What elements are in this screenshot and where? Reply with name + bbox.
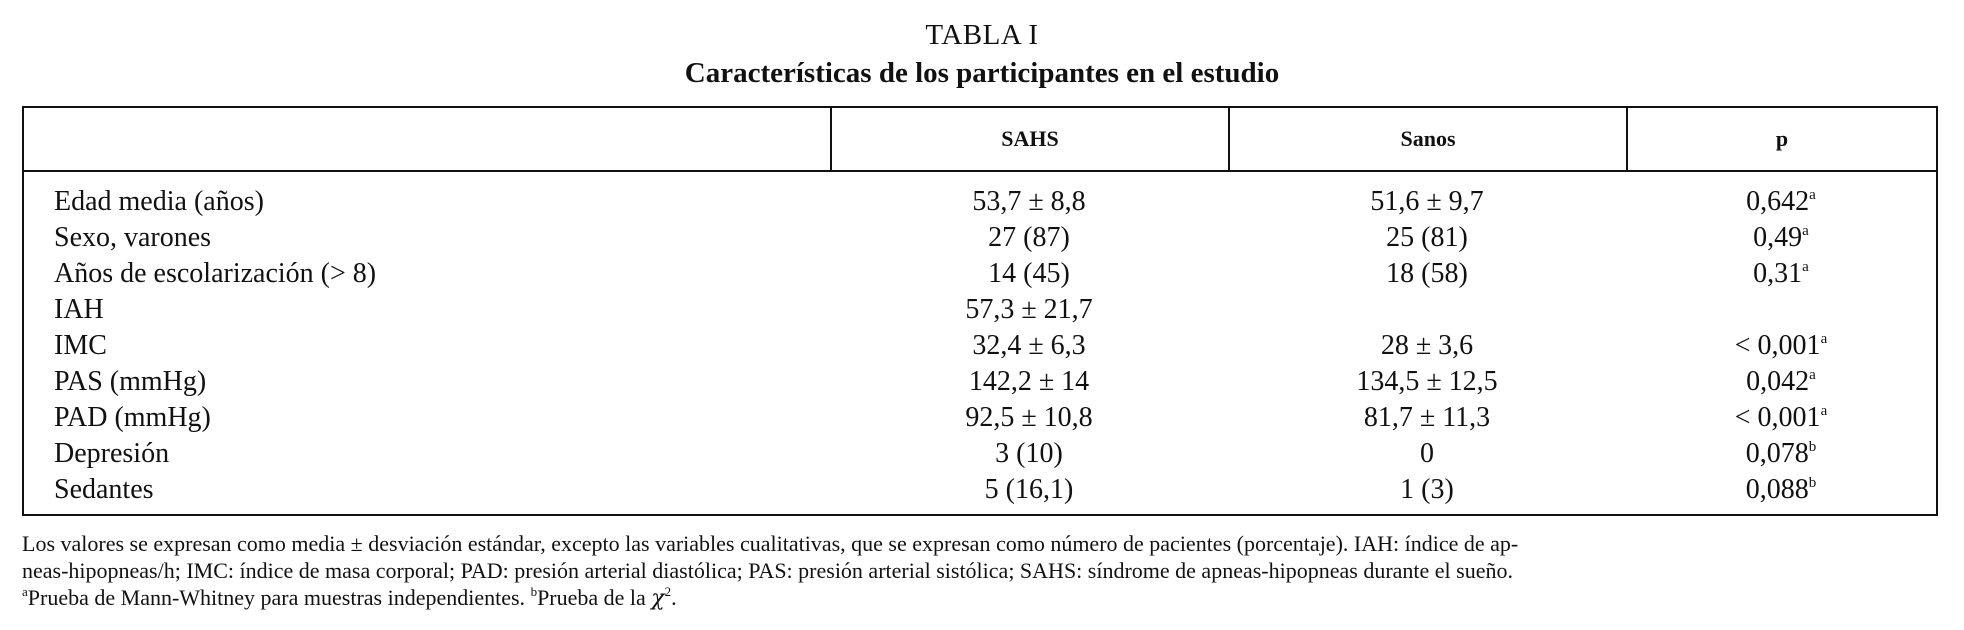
p-value: 0,642	[1746, 186, 1810, 217]
cell-sanos: 25 (81)	[1386, 222, 1468, 253]
p-note-marker: a	[1809, 367, 1816, 383]
cell-sanos: 0	[1420, 438, 1434, 469]
note-a-marker: a	[22, 584, 28, 599]
cell-sanos: 134,5 ± 12,5	[1356, 366, 1498, 397]
table-row	[24, 400, 1936, 436]
cell-sahs: 32,4 ± 6,3	[972, 330, 1086, 361]
row-label: Edad media (años)	[54, 186, 264, 217]
p-note-marker: a	[1802, 259, 1809, 275]
row-label: Sexo, varones	[54, 222, 212, 253]
cell-p-value	[1626, 400, 1936, 436]
cell-sahs: 5 (16,1)	[984, 474, 1074, 505]
header-sahs: SAHS	[830, 108, 1228, 170]
row-label: Años de escolarización (> 8)	[54, 258, 377, 289]
p-note-marker: a	[1802, 223, 1809, 239]
table-row	[24, 472, 1936, 508]
header-p: p	[1626, 108, 1936, 170]
cell-sahs: 27 (87)	[988, 222, 1070, 253]
header-blank	[24, 108, 830, 170]
footnote-line-3	[22, 584, 1938, 612]
note-a-text: Prueba de Mann-Whitney para muestras independientes.	[27, 585, 531, 610]
p-note-marker: a	[1809, 187, 1816, 203]
table-body	[24, 184, 1936, 508]
chi-square-exponent: 2	[664, 584, 672, 599]
cell-sahs: 92,5 ± 10,8	[965, 402, 1093, 433]
p-note-marker: a	[1820, 331, 1828, 347]
footnote-line-1: Los valores se expresan como media ± desviación estándar, excepto las variables cualitativas, que se expresan como número de pacientes (porcentaje). IAH: índice de ap-	[22, 531, 1519, 556]
data-table	[22, 106, 1938, 516]
cell-p-value	[1626, 220, 1936, 256]
cell-sanos: 51,6 ± 9,7	[1370, 186, 1484, 217]
row-label: IMC	[54, 330, 107, 361]
row-label: IAH	[54, 294, 104, 325]
row-label: PAD (mmHg)	[54, 402, 211, 433]
table-footnote	[22, 530, 1938, 612]
table-row	[24, 436, 1936, 472]
footnote-line-2: neas-hipopneas/h; IMC: índice de masa corporal; PAD: presión arterial diastólica; PAS: presión arterial sistólica; SAHS: síndrome de apneas-hipopneas durante el sueño.	[22, 558, 1513, 583]
p-value: 0,088	[1745, 474, 1809, 505]
p-note-marker: b	[1808, 439, 1817, 455]
row-label: Sedantes	[54, 474, 154, 505]
table-row	[24, 328, 1936, 364]
cell-sahs: 142,2 ± 14	[968, 366, 1090, 397]
table-subtitle: Características de los participantes en el estudio	[684, 57, 1280, 89]
p-value: 0,49	[1753, 222, 1803, 253]
cell-sahs: 14 (45)	[988, 258, 1070, 289]
cell-p-value	[1626, 364, 1936, 400]
cell-p-value	[1626, 436, 1936, 472]
table-title: TABLA I	[925, 19, 1039, 51]
cell-sanos: 28 ± 3,6	[1380, 330, 1474, 361]
table-row	[24, 364, 1936, 400]
cell-p-value	[1626, 472, 1936, 508]
note-b-prefix: Prueba de la	[537, 585, 652, 610]
cell-sanos: 81,7 ± 11,3	[1363, 402, 1491, 433]
header-sanos: Sanos	[1228, 108, 1626, 170]
table-row	[24, 292, 1936, 328]
cell-sanos: 1 (3)	[1400, 474, 1454, 505]
cell-p-value	[1626, 328, 1936, 364]
p-note-marker: b	[1808, 475, 1817, 491]
p-value: 0,042	[1746, 366, 1810, 397]
p-value: < 0,001	[1734, 402, 1821, 433]
p-value: 0,078	[1745, 438, 1809, 469]
p-value: 0,31	[1753, 258, 1803, 289]
table-row	[24, 220, 1936, 256]
cell-sahs: 3 (10)	[995, 438, 1063, 469]
cell-p-value	[1626, 184, 1936, 220]
cell-sahs: 57,3 ± 21,7	[965, 294, 1093, 325]
table-header-row	[24, 108, 1936, 172]
cell-p-value	[1626, 256, 1936, 292]
table-row	[24, 256, 1936, 292]
row-label: PAS (mmHg)	[54, 366, 207, 397]
cell-sahs: 53,7 ± 8,8	[972, 186, 1086, 217]
p-value: < 0,001	[1734, 330, 1821, 361]
p-note-marker: a	[1820, 403, 1828, 419]
cell-sanos: 18 (58)	[1386, 258, 1468, 289]
note-b-suffix: .	[671, 585, 677, 610]
row-label: Depresión	[54, 438, 170, 469]
chi-square-symbol: χ	[651, 586, 665, 611]
note-b-marker: b	[530, 584, 538, 599]
table-row	[24, 184, 1936, 220]
